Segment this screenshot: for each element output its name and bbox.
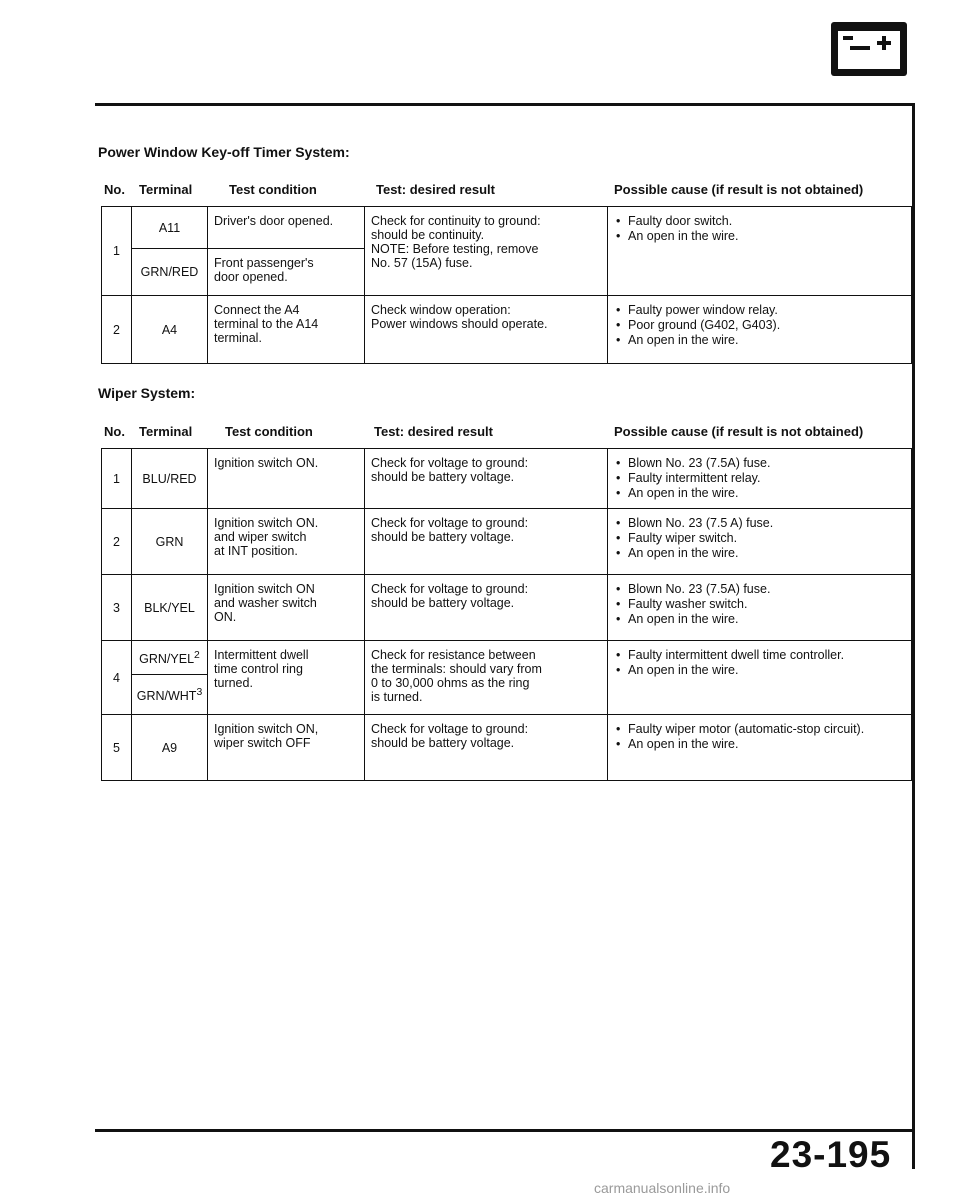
condition-line: at INT position. (214, 544, 298, 558)
result-line: Check for voltage to ground: (371, 516, 529, 530)
table-row (102, 449, 912, 509)
condition-line: Intermittent dwell (214, 648, 309, 662)
terminal-cell: BLU/RED (132, 449, 208, 509)
cause-item: • An open in the wire. (614, 612, 905, 626)
terminal-cell: A4 (132, 296, 208, 364)
terminal-cell (132, 675, 208, 715)
cause-item: • Blown No. 23 (7.5A) fuse. (614, 456, 905, 470)
result-line: Check for continuity to ground: (371, 214, 541, 228)
result-cell (365, 641, 608, 715)
condition-line: Ignition switch ON, (214, 722, 319, 736)
footnote-mark: 2 (194, 649, 200, 661)
battery-icon (831, 22, 907, 76)
terminal-cell: A9 (132, 715, 208, 781)
condition-line: wiper switch OFF (214, 736, 311, 750)
cause-item: • An open in the wire. (614, 737, 905, 751)
terminal-cell: GRN (132, 509, 208, 575)
result-line: Power windows should operate. (371, 317, 548, 331)
row-number: 3 (102, 575, 132, 641)
cause-item: • An open in the wire. (614, 663, 905, 677)
table-row (102, 509, 912, 575)
condition-cell (208, 715, 365, 781)
terminal-label: GRN/YEL (139, 652, 195, 667)
row-number: 5 (102, 715, 132, 781)
condition-line: turned. (214, 676, 253, 690)
condition-line: Ignition switch ON. (214, 516, 319, 530)
header-no: No. (104, 182, 125, 197)
power-window-table (101, 206, 912, 364)
result-cell (365, 207, 608, 296)
cause-cell (608, 207, 912, 296)
row-number: 1 (102, 207, 132, 296)
result-line: No. 57 (15A) fuse. (371, 256, 473, 270)
table-row (102, 715, 912, 781)
table-row (102, 296, 912, 364)
footnote-mark: 3 (196, 686, 203, 698)
cause-item: • Faulty washer switch. (614, 597, 905, 611)
header-no: No. (104, 424, 125, 439)
header-test-condition: Test condition (229, 182, 317, 197)
row-number: 4 (102, 641, 132, 715)
cause-cell (608, 296, 912, 364)
condition-line: ON. (214, 610, 237, 624)
wiper-table (101, 448, 912, 781)
cause-item: • An open in the wire. (614, 486, 905, 500)
result-line: should be battery voltage. (371, 470, 515, 484)
header-terminal: Terminal (139, 182, 193, 197)
cause-item: • Faulty wiper motor (automatic-stop circuit). (614, 722, 905, 736)
result-line: is turned. (371, 690, 423, 704)
condition-line: Ignition switch ON (214, 582, 315, 596)
result-cell (365, 575, 608, 641)
table-row (102, 641, 912, 675)
result-line: the terminals: should vary from (371, 662, 542, 676)
power-window-title: Power Window Key-off Timer System: (98, 144, 350, 160)
result-cell (365, 449, 608, 509)
cause-cell (608, 715, 912, 781)
result-line: should be continuity. (371, 228, 485, 242)
cause-cell (608, 575, 912, 641)
terminal-cell: GRN/RED (132, 249, 208, 296)
cause-item: • Blown No. 23 (7.5 A) fuse. (614, 516, 905, 530)
condition-line: time control ring (214, 662, 303, 676)
result-cell (365, 296, 608, 364)
condition-cell (208, 641, 365, 715)
condition-line: terminal to the A14 (214, 317, 319, 331)
result-line: Check for voltage to ground: (371, 456, 529, 470)
header-test-condition: Test condition (225, 424, 313, 439)
cause-cell (608, 641, 912, 715)
cause-item: • Faulty intermittent relay. (614, 471, 905, 485)
result-line: NOTE: Before testing, remove (371, 242, 539, 256)
wiper-title: Wiper System: (98, 385, 196, 401)
cause-item: • Faulty wiper switch. (614, 531, 905, 545)
condition-cell (208, 249, 365, 296)
condition-line: and washer switch (214, 596, 317, 610)
result-line: should be battery voltage. (371, 736, 515, 750)
result-line: Check for resistance between (371, 648, 536, 662)
cause-item: • Poor ground (G402, G403). (614, 318, 905, 332)
result-line: Check window operation: (371, 303, 511, 317)
result-line: 0 to 30,000 ohms as the ring (371, 676, 530, 690)
terminal-label: GRN/WHT (136, 689, 197, 704)
result-line: Check for voltage to ground: (371, 722, 529, 736)
table-row (102, 207, 912, 249)
condition-line: Front passenger's (214, 256, 314, 270)
result-line: Check for voltage to ground: (371, 582, 529, 596)
cause-item: • Blown No. 23 (7.5A) fuse. (614, 582, 905, 596)
cause-cell (608, 449, 912, 509)
page-number: 23-195 (770, 1134, 892, 1175)
condition-line: Connect the A4 (214, 303, 300, 317)
table-row (102, 575, 912, 641)
result-cell (365, 715, 608, 781)
cause-cell (608, 509, 912, 575)
condition-cell: Driver's door opened. (208, 207, 365, 249)
cause-item: • Faulty door switch. (614, 214, 905, 228)
cause-item: • Faulty power window relay. (614, 303, 905, 317)
result-line: should be battery voltage. (371, 530, 515, 544)
condition-line: door opened. (214, 270, 288, 284)
cause-item: • An open in the wire. (614, 333, 905, 347)
header-desired-result: Test: desired result (374, 424, 493, 439)
condition-cell (208, 575, 365, 641)
result-cell (365, 509, 608, 575)
header-possible-cause: Possible cause (if result is not obtained) (614, 182, 864, 197)
condition-cell (208, 449, 365, 509)
header-desired-result: Test: desired result (376, 182, 495, 197)
condition-line: Ignition switch ON. (214, 456, 319, 470)
cause-item: • An open in the wire. (614, 546, 905, 560)
cause-item: • An open in the wire. (614, 229, 905, 243)
bottom-rule (95, 1129, 915, 1132)
condition-line: terminal. (214, 331, 262, 345)
row-number: 2 (102, 296, 132, 364)
row-number: 1 (102, 449, 132, 509)
right-rule (912, 103, 915, 1169)
watermark: carmanualsonline.info (594, 1180, 731, 1196)
condition-cell (208, 296, 365, 364)
terminal-cell: A11 (132, 207, 208, 249)
terminal-cell (132, 641, 208, 675)
terminal-cell: BLK/YEL (132, 575, 208, 641)
top-rule (95, 103, 915, 106)
header-possible-cause: Possible cause (if result is not obtained) (614, 424, 864, 439)
result-line: should be battery voltage. (371, 596, 515, 610)
row-number: 2 (102, 509, 132, 575)
cause-item: • Faulty intermittent dwell time controller. (614, 648, 905, 662)
header-terminal: Terminal (139, 424, 193, 439)
condition-cell (208, 509, 365, 575)
condition-line: and wiper switch (214, 530, 307, 544)
